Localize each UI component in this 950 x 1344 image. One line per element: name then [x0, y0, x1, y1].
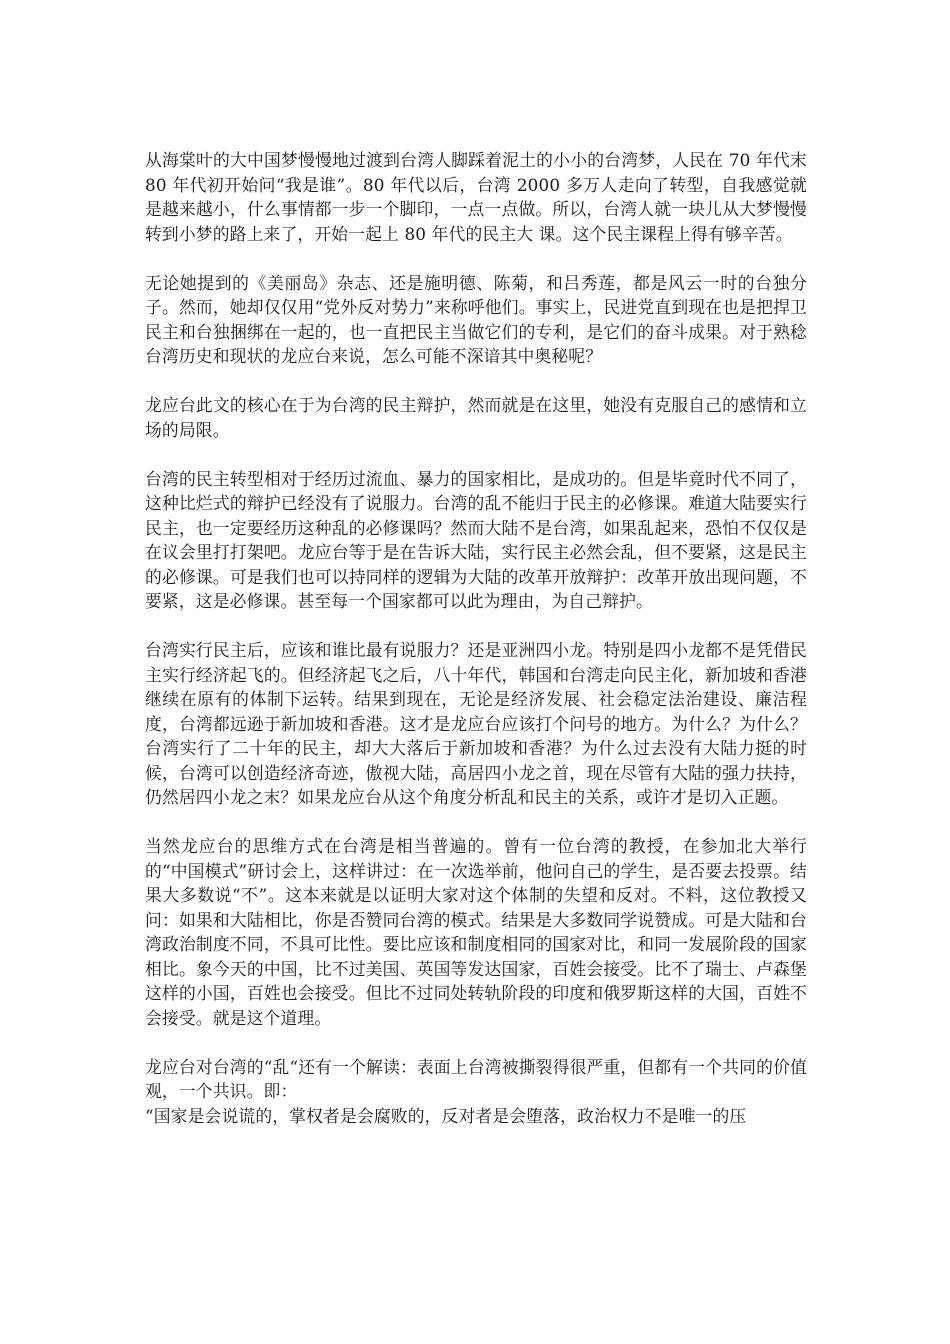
- paragraph-5: 台湾实行民主后，应该和谁比最有说服力？还是亚洲四小龙。特别是四小龙都不是凭借民主实行经济起飞的。但经济起飞之后，八十年代，韩国和台湾走向民主化，新加坡和香港继续在原有的体制下运转。结果到现在，无论是经济发展、社会稳定法治建设、廉洁程度，台湾都远逊于新加坡和香港。这才是龙应台应该打个问号的地方。为什么？为什么？台湾实行了二十年的民主，却大大落后于新加坡和香港？为什么过去没有大陆力挺的时候，台湾可以创造经济奇迹，傲视大陆，高居四小龙之首，现在尽管有大陆的强力扶持，仍然居四小龙之末？如果龙应台从这个角度分析乱和民主的关系，或许才是切入正题。: [145, 640, 807, 807]
- paragraph-3: 龙应台此文的核心在于为台湾的民主辩护，然而就是在这里，她没有克服自己的感情和立场的局限。: [145, 395, 807, 440]
- paragraph-1: 从海棠叶的大中国梦慢慢地过渡到台湾人脚踩着泥土的小小的台湾梦，人民在 70 年代末 80 年代初开始问“我是谁”。80 年代以后，台湾 2000 多万人走向了转型，自我感觉就是越来越小，什么事情都一步一个脚印，一点一点做。所以，台湾人就一块儿从大梦慢慢转到小梦的路上来了，开始一起上 80 年代的民主大 课。这个民主课程上得有够辛苦。: [145, 150, 807, 244]
- paragraph-8-quote-start: “国家是会说谎的，掌权者是会腐败的，反对者是会堕落，政治权力不是唯一的压: [145, 1105, 747, 1126]
- paragraph-6: 当然龙应台的思维方式在台湾是相当普遍的。曾有一位台湾的教授，在参加北大举行的“中国模式”研讨会上，这样讲过：在一次选举前，他问自己的学生，是否要去投票。结果大多数说“不”。这本来就是以证明大家对这个体制的失望和反对。不料，这位教授又问：如果和大陆相比，你是否赞同台湾的模式。结果是大多数同学说赞成。可是大陆和台湾政治制度不同，不具可比性。要比应该和制度相同的国家对比，和同一发展阶段的国家相比。象今天的中国，比不过美国、英国等发达国家，百姓会接受。比不了瑞士、卢森堡这样的小国，百姓也会接受。但比不过同处转轨阶段的印度和俄罗斯这样的大国，百姓不会接受。就是这个道理。: [145, 836, 807, 1028]
- paragraph-2: 无论她提到的《美丽岛》杂志、还是施明德、陈菊，和吕秀莲，都是风云一时的台独分子。然而，她却仅仅用“党外反对势力”来称呼他们。事实上，民进党直到现在也是把捍卫民主和台独捆绑在一起的，也一直把民主当做它们的专利，是它们的奋斗成果。对于熟稔台湾历史和现状的龙应台来说，怎么可能不深谙其中奥秘呢？: [145, 272, 807, 366]
- paragraph-7: 龙应台对台湾的“乱“还有一个解读：表面上台湾被撕裂得很严重，但都有一个共同的价值观，一个共识。即：: [145, 1056, 807, 1101]
- paragraph-4: 台湾的民主转型相对于经历过流血、暴力的国家相比，是成功的。但是毕竟时代不同了，这种比烂式的辩护已经没有了说服力。台湾的乱不能归于民主的必修课。难道大陆要实行民主，也一定要经历这种乱的必修课吗？然而大陆不是台湾，如果乱起来，恐怕不仅仅是在议会里打打架吧。龙应台等于是在告诉大陆，实行民主必然会乱，但不要紧，这是民主的必修课。可是我们也可以持同样的逻辑为大陆的改革开放辩护：改革开放出现问题，不要紧，这是必修课。甚至每一个国家都可以此为理由，为自己辩护。: [145, 468, 807, 611]
- article-body: [145, 148, 807, 1128]
